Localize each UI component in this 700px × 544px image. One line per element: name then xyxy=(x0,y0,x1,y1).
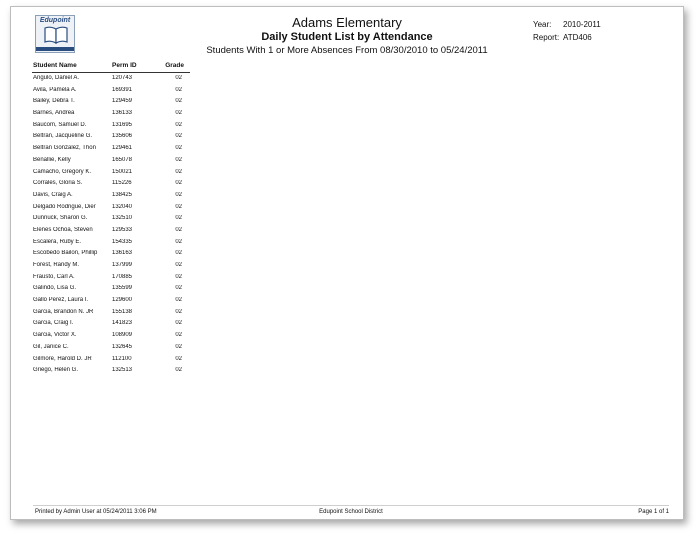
perm-id-cell: 170885 xyxy=(112,273,133,280)
grade-cell: 02 xyxy=(175,180,182,187)
grade-cell: 02 xyxy=(175,308,182,315)
student-table xyxy=(32,61,190,377)
student-name-cell: Escalera, Ruby E. xyxy=(33,238,82,245)
grade-cell: 02 xyxy=(175,343,182,350)
report-id-value: ATD406 xyxy=(563,33,592,42)
table-row xyxy=(32,155,190,167)
grade-cell: 02 xyxy=(175,297,182,304)
report-subtitle: Students With 1 or More Absences From 08/30/2010 to 05/24/2011 xyxy=(206,45,488,56)
grade-cell: 02 xyxy=(175,320,182,327)
student-name-cell: Galindo, Lisa G. xyxy=(33,285,77,292)
report-label: Report: xyxy=(533,33,560,42)
report-title: Daily Student List by Attendance xyxy=(261,31,433,43)
student-name-cell: Gilmore, Harold D. JR xyxy=(33,355,92,362)
logo-text: Edupoint xyxy=(39,17,71,24)
grade-cell: 02 xyxy=(175,332,182,339)
table-row xyxy=(32,295,190,307)
perm-id-cell: 129461 xyxy=(112,145,133,152)
perm-id-cell: 150021 xyxy=(112,168,133,175)
grade-cell: 02 xyxy=(175,121,182,128)
perm-id-cell: 120743 xyxy=(112,75,133,81)
page-footer xyxy=(33,505,669,518)
page-number: Page 1 of 1 xyxy=(638,509,669,515)
grade-cell: 02 xyxy=(175,98,182,105)
school-name: Adams Elementary xyxy=(292,15,402,30)
perm-id-cell: 132510 xyxy=(112,215,133,222)
perm-id-cell: 154335 xyxy=(112,238,133,245)
table-row xyxy=(32,354,190,366)
table-row xyxy=(32,202,190,214)
student-name-cell: Barnes, Andrea xyxy=(33,110,75,117)
perm-id-cell: 137999 xyxy=(112,262,133,268)
student-name-cell: Benallie, Kelly xyxy=(33,156,71,163)
perm-id-cell: 115226 xyxy=(112,180,132,187)
grade-cell: 02 xyxy=(175,238,182,245)
student-name-cell: Beltran Gonzalez, Thon xyxy=(33,145,96,152)
table-row xyxy=(32,248,190,260)
report-page xyxy=(10,6,684,520)
column-header-student-name: Student Name xyxy=(33,62,77,69)
grade-cell: 02 xyxy=(175,75,182,81)
table-row xyxy=(32,120,190,132)
grade-cell: 02 xyxy=(175,133,182,140)
student-name-cell: Corrales, Gloria S. xyxy=(33,180,83,187)
student-name-cell: Beltran, Jacqueline G. xyxy=(33,133,93,140)
table-row xyxy=(32,330,190,342)
student-name-cell: Gil, Janice C. xyxy=(33,343,69,350)
year-label: Year: xyxy=(533,20,552,29)
grade-cell: 02 xyxy=(175,367,182,374)
perm-id-cell: 129459 xyxy=(112,98,133,105)
grade-cell: 02 xyxy=(175,203,182,210)
column-header-perm-id: Perm ID xyxy=(112,62,137,69)
grade-cell: 02 xyxy=(175,86,182,93)
report-field xyxy=(533,33,592,42)
perm-id-cell: 135606 xyxy=(112,133,133,140)
perm-id-cell: 132513 xyxy=(112,367,133,374)
perm-id-cell: 155138 xyxy=(112,308,133,315)
table-row xyxy=(32,237,190,249)
table-row xyxy=(32,272,190,284)
student-name-cell: Delgado Rodrigue, Dier xyxy=(33,203,96,210)
district-name: Edupoint School District xyxy=(319,509,383,515)
table-row xyxy=(32,73,190,85)
student-name-cell: Angulo, Daniel A. xyxy=(33,75,80,81)
grade-cell: 02 xyxy=(175,250,182,257)
table-row xyxy=(32,318,190,330)
table-row xyxy=(32,213,190,225)
student-name-cell: Avila, Pamela A. xyxy=(33,86,77,93)
table-row xyxy=(32,307,190,319)
student-name-cell: Davis, Craig A. xyxy=(33,191,73,198)
student-name-cell: Garcia, Craig I. xyxy=(33,320,74,327)
year-value: 2010-2011 xyxy=(563,20,601,29)
perm-id-cell: 136163 xyxy=(112,250,133,257)
student-name-cell: Forest, Randy M. xyxy=(33,262,80,268)
perm-id-cell: 131695 xyxy=(112,121,133,128)
grade-cell: 02 xyxy=(175,355,182,362)
student-name-cell: Frausto, Carl A. xyxy=(33,273,75,280)
grade-cell: 02 xyxy=(175,226,182,233)
student-name-cell: Baucom, Samuel D. xyxy=(33,121,87,128)
grade-cell: 02 xyxy=(175,168,182,175)
table-row xyxy=(32,365,190,377)
perm-id-cell: 129600 xyxy=(112,297,133,304)
table-row xyxy=(32,167,190,179)
perm-id-cell: 141823 xyxy=(112,320,133,327)
grade-cell: 02 xyxy=(175,273,182,280)
student-name-cell: Garcia, Victor X. xyxy=(33,332,77,339)
table-row xyxy=(32,225,190,237)
perm-id-cell: 132040 xyxy=(112,203,133,210)
table-row xyxy=(32,143,190,155)
grade-cell: 02 xyxy=(175,156,182,163)
student-name-cell: Dunnuck, Sharon G. xyxy=(33,215,88,222)
table-row xyxy=(32,85,190,97)
printed-by-text: Printed by Admin User at 05/24/2011 3:06 PM xyxy=(35,509,157,515)
student-name-cell: Garcia, Brandon N. JR xyxy=(33,308,94,315)
perm-id-cell: 108909 xyxy=(112,332,133,339)
perm-id-cell: 138425 xyxy=(112,191,133,198)
column-header-grade: Grade xyxy=(165,62,184,69)
perm-id-cell: 135599 xyxy=(112,285,133,292)
year-field xyxy=(533,20,601,29)
grade-cell: 02 xyxy=(175,191,182,198)
perm-id-cell: 136133 xyxy=(112,110,133,117)
perm-id-cell: 112100 xyxy=(112,355,132,362)
table-header xyxy=(32,61,190,73)
table-row xyxy=(32,283,190,295)
student-name-cell: Camacho, Gregory K. xyxy=(33,168,92,175)
table-row xyxy=(32,108,190,120)
table-row xyxy=(32,342,190,354)
grade-cell: 02 xyxy=(175,215,182,222)
perm-id-cell: 165078 xyxy=(112,156,133,163)
perm-id-cell: 132645 xyxy=(112,343,133,350)
table-row xyxy=(32,131,190,143)
student-name-cell: Elenes Ochoa, Steven xyxy=(33,226,93,233)
perm-id-cell: 129533 xyxy=(112,226,133,233)
table-body xyxy=(32,73,190,377)
table-row xyxy=(32,260,190,272)
grade-cell: 02 xyxy=(175,262,182,268)
table-row xyxy=(32,178,190,190)
grade-cell: 02 xyxy=(175,145,182,152)
student-name-cell: Griego, Helen G. xyxy=(33,367,79,374)
grade-cell: 02 xyxy=(175,285,182,292)
student-name-cell: Escobedo Bailon, Phillip xyxy=(33,250,98,257)
grade-cell: 02 xyxy=(175,110,182,117)
student-name-cell: Bailey, Debra T. xyxy=(33,98,75,105)
perm-id-cell: 169391 xyxy=(112,86,133,93)
table-row xyxy=(32,190,190,202)
student-name-cell: Gallo Perez, Laura I. xyxy=(33,297,89,304)
table-row xyxy=(32,96,190,108)
